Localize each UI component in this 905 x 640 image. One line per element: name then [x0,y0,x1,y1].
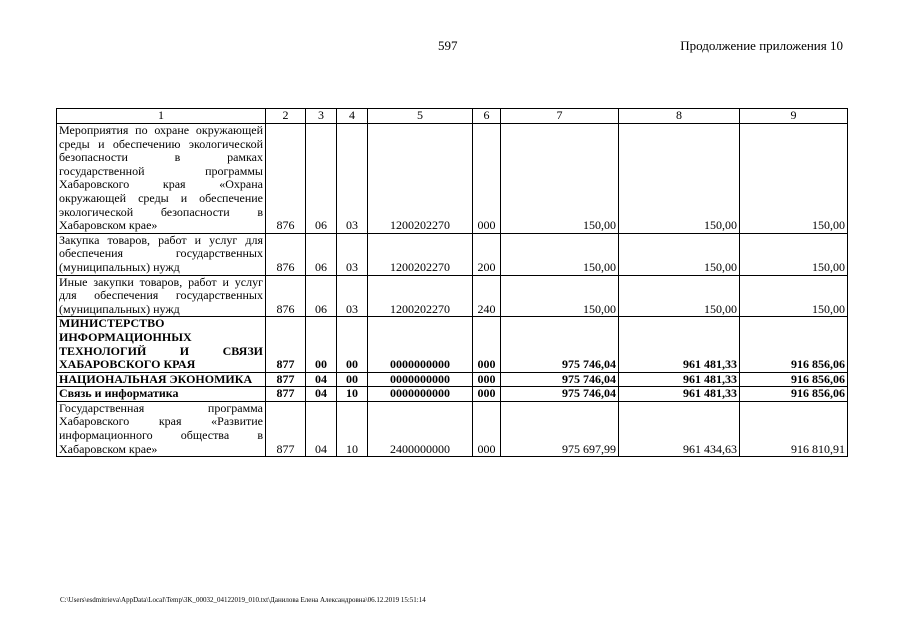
subsection-code-cell: 03 [337,124,368,234]
subsection-code-cell: 03 [337,275,368,317]
file-path-footer: C:\Users\esdmitrieva\AppData\Local\Temp\3K_00032_04122019_010.txt\Данилова Елена Александровна\06.12.2019 15:51:14 [60,596,426,604]
subsection-code-cell: 03 [337,233,368,275]
amount-cell: 975 746,04 [501,317,619,372]
row-name-cell: НАЦИОНАЛЬНАЯ ЭКОНОМИКА [57,372,266,387]
subsection-code-cell: 10 [337,401,368,456]
column-header: 2 [266,109,306,124]
amount-cell: 916 856,06 [740,317,848,372]
amount-cell: 150,00 [740,275,848,317]
ministry-code-cell: 876 [266,124,306,234]
target-article-cell: 1200202270 [368,233,473,275]
amount-cell: 150,00 [619,124,740,234]
row-name-cell: МИНИСТЕРСТВО ИНФОРМАЦИОННЫХ ТЕХНОЛОГИЙ И СВЯЗИ ХАБАРОВСКОГО КРАЯ [57,317,266,372]
row-name-cell: Связь и информатика [57,387,266,402]
amount-cell: 150,00 [740,233,848,275]
column-header: 7 [501,109,619,124]
ministry-code-cell: 877 [266,401,306,456]
section-code-cell: 06 [306,233,337,275]
amount-cell: 150,00 [619,275,740,317]
column-header: 1 [57,109,266,124]
column-header: 4 [337,109,368,124]
budget-table [56,108,848,457]
amount-cell: 150,00 [501,124,619,234]
expense-type-cell: 240 [473,275,501,317]
section-code-cell: 06 [306,124,337,234]
table-row [57,124,848,234]
target-article-cell: 1200202270 [368,275,473,317]
expense-type-cell: 200 [473,233,501,275]
section-code-cell: 04 [306,387,337,402]
amount-cell: 150,00 [501,233,619,275]
subsection-code-cell: 00 [337,317,368,372]
amount-cell: 961 481,33 [619,317,740,372]
section-code-cell: 04 [306,372,337,387]
expense-type-cell: 000 [473,124,501,234]
ministry-code-cell: 877 [266,387,306,402]
amount-cell: 975 697,99 [501,401,619,456]
page-number: 597 [438,38,458,53]
amount-cell: 975 746,04 [501,372,619,387]
table-row [57,317,848,372]
ministry-code-cell: 876 [266,275,306,317]
amount-cell: 975 746,04 [501,387,619,402]
amount-cell: 150,00 [740,124,848,234]
section-code-cell: 06 [306,275,337,317]
column-header: 9 [740,109,848,124]
expense-type-cell: 000 [473,372,501,387]
column-header: 3 [306,109,337,124]
amount-cell: 150,00 [619,233,740,275]
ministry-code-cell: 877 [266,317,306,372]
amount-cell: 916 810,91 [740,401,848,456]
target-article-cell: 2400000000 [368,401,473,456]
ministry-code-cell: 877 [266,372,306,387]
amount-cell: 916 856,06 [740,387,848,402]
row-name-cell: Закупка товаров, работ и услуг для обеспечения государственных (муниципальных) нужд [57,233,266,275]
target-article-cell: 0000000000 [368,387,473,402]
column-header: 5 [368,109,473,124]
amount-cell: 961 481,33 [619,372,740,387]
section-code-cell: 04 [306,401,337,456]
table-row [57,387,848,402]
column-header: 6 [473,109,501,124]
row-name-cell: Государственная программа Хабаровского края «Развитие информационного общества в Хабаровском крае» [57,401,266,456]
amount-cell: 150,00 [501,275,619,317]
row-name-cell: Мероприятия по охране окружающей среды и обеспечению экологической безопасности в рамках государственной программы Хабаровского края «Охрана окружающей среды и обеспечение экологической безопасности в Хабаровском крае» [57,124,266,234]
expense-type-cell: 000 [473,387,501,402]
amount-cell: 961 481,33 [619,387,740,402]
target-article-cell: 0000000000 [368,372,473,387]
table-row [57,233,848,275]
amount-cell: 961 434,63 [619,401,740,456]
target-article-cell: 1200202270 [368,124,473,234]
expense-type-cell: 000 [473,401,501,456]
continuation-label: Продолжение приложения 10 [680,38,843,53]
table-row [57,401,848,456]
section-code-cell: 00 [306,317,337,372]
table-row [57,372,848,387]
amount-cell: 916 856,06 [740,372,848,387]
target-article-cell: 0000000000 [368,317,473,372]
header-row [57,109,848,124]
subsection-code-cell: 00 [337,372,368,387]
table-row [57,275,848,317]
ministry-code-cell: 876 [266,233,306,275]
row-name-cell: Иные закупки товаров, работ и услуг для обеспечения государственных (муниципальных) нужд [57,275,266,317]
subsection-code-cell: 10 [337,387,368,402]
column-header: 8 [619,109,740,124]
expense-type-cell: 000 [473,317,501,372]
